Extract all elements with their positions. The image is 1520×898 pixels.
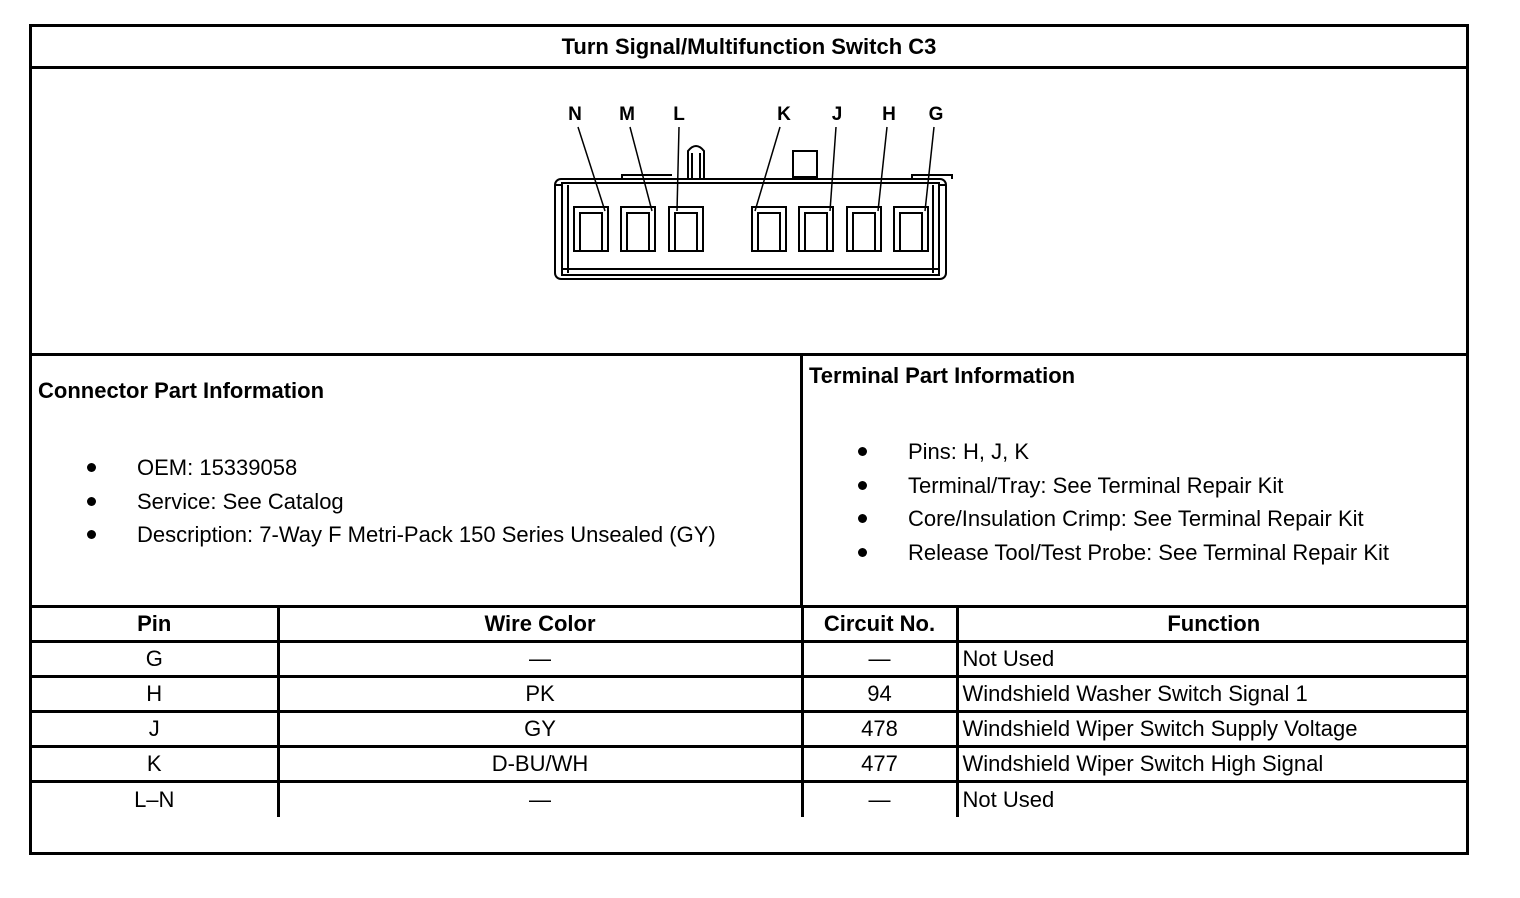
bullet-icon: [87, 497, 96, 506]
cavity-n: [574, 207, 608, 251]
cell-function: Windshield Wiper Switch High Signal: [957, 747, 1469, 782]
cell-wire-color: —: [278, 642, 802, 677]
page-title: Turn Signal/Multifunction Switch C3: [32, 27, 1466, 69]
cell-function: Not Used: [957, 642, 1469, 677]
table-row: [32, 747, 1469, 782]
connector-part-info: [32, 356, 803, 607]
pinout-table: [32, 605, 1469, 817]
connector-side-wall: [568, 185, 933, 273]
list-item: Pins: H, J, K: [858, 435, 1389, 469]
pin-label-h: H: [882, 104, 896, 125]
connector-diagram: [32, 69, 1466, 356]
cavity-h: [847, 207, 881, 251]
cell-wire-color: D-BU/WH: [278, 747, 802, 782]
terminal-info-heading: Terminal Part Information: [809, 363, 1076, 388]
table-row: [32, 712, 1469, 747]
cell-wire-color: GY: [278, 712, 802, 747]
cavity-l: [669, 207, 703, 251]
cell-pin: G: [32, 642, 278, 677]
connector-latch: [688, 146, 704, 179]
pin-label-n: N: [568, 104, 582, 125]
cell-pin: K: [32, 747, 278, 782]
header-wire-color: Wire Color: [278, 607, 802, 642]
table-header-row: [32, 607, 1469, 642]
cell-circuit-no: —: [802, 782, 957, 817]
cell-pin: H: [32, 677, 278, 712]
terminal-info-list: [858, 435, 1389, 569]
bullet-icon: [87, 463, 96, 472]
pin-label-g: G: [928, 104, 944, 125]
cell-function: Windshield Washer Switch Signal 1: [957, 677, 1469, 712]
list-item: Description: 7-Way F Metri-Pack 150 Series Unsealed (GY): [87, 518, 716, 552]
connector-key: [793, 151, 817, 177]
header-function: Function: [957, 607, 1469, 642]
connector-latch-detail: [692, 153, 700, 179]
cell-function: Windshield Wiper Switch Supply Voltage: [957, 712, 1469, 747]
terminal-part-info: [803, 356, 1469, 607]
list-item: Terminal/Tray: See Terminal Repair Kit: [858, 469, 1389, 503]
list-item: OEM: 15339058: [87, 451, 716, 485]
cavity-k: [752, 207, 786, 251]
cell-wire-color: —: [278, 782, 802, 817]
connector-sheet: [29, 24, 1469, 855]
cell-pin: J: [32, 712, 278, 747]
cavity-j: [799, 207, 833, 251]
list-item: Release Tool/Test Probe: See Terminal Repair Kit: [858, 536, 1389, 570]
table-row: [32, 642, 1469, 677]
bullet-icon: [858, 447, 867, 456]
cell-circuit-no: 94: [802, 677, 957, 712]
connector-edge: [555, 185, 946, 269]
list-item: Service: See Catalog: [87, 485, 716, 519]
cell-pin: L–N: [32, 782, 278, 817]
cavity-g: [894, 207, 928, 251]
bullet-icon: [858, 548, 867, 557]
table-row: [32, 782, 1469, 817]
header-circuit-no: Circuit No.: [802, 607, 957, 642]
bullet-icon: [87, 530, 96, 539]
cell-circuit-no: —: [802, 642, 957, 677]
cell-function: Not Used: [957, 782, 1469, 817]
cell-circuit-no: 478: [802, 712, 957, 747]
pin-label-l: L: [673, 104, 685, 125]
pin-label-j: J: [831, 104, 843, 125]
table-row: [32, 677, 1469, 712]
pin-label-k: K: [777, 104, 791, 125]
connector-drawing: [32, 69, 1466, 353]
bullet-icon: [858, 514, 867, 523]
leader-lines: [578, 127, 934, 211]
cell-wire-color: PK: [278, 677, 802, 712]
connector-body: [555, 179, 946, 279]
bullet-icon: [858, 481, 867, 490]
cell-circuit-no: 477: [802, 747, 957, 782]
connector-info-list: [87, 451, 716, 552]
cavity-m: [621, 207, 655, 251]
connector-info-heading: Connector Part Information: [38, 378, 325, 403]
connector-inner-body: [562, 183, 939, 275]
list-item: Core/Insulation Crimp: See Terminal Repair Kit: [858, 502, 1389, 536]
header-pin: Pin: [32, 607, 278, 642]
pin-label-m: M: [619, 104, 635, 125]
